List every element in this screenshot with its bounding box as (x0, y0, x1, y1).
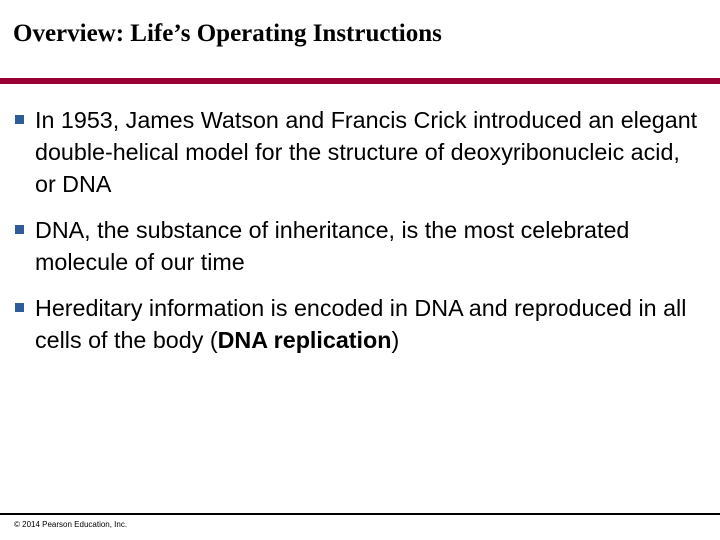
footer-divider (0, 513, 720, 515)
square-bullet-icon (15, 115, 24, 124)
title-divider (0, 78, 720, 84)
bullet-text: In 1953, James Watson and Francis Crick introduced an elegant double-helical model for the structure of deoxyribonucleic acid, or DNA (35, 107, 698, 197)
bullet-list (14, 104, 704, 370)
bullet-text-after: ) (391, 327, 400, 353)
key-term: DNA replication (217, 327, 392, 353)
square-bullet-icon (15, 225, 24, 234)
bullet-item (14, 292, 704, 356)
bullet-text-before: Hereditary information is encoded in DNA and reproduced in all cells of the body ( (35, 295, 687, 353)
bullet-item (14, 214, 704, 278)
bullet-item (14, 104, 704, 200)
slide-title: Overview: Life’s Operating Instructions (13, 20, 442, 47)
square-bullet-icon (15, 303, 24, 312)
bullet-text: DNA, the substance of inheritance, is the most celebrated molecule of our time (35, 217, 630, 275)
copyright-notice: © 2014 Pearson Education, Inc. (14, 520, 128, 529)
